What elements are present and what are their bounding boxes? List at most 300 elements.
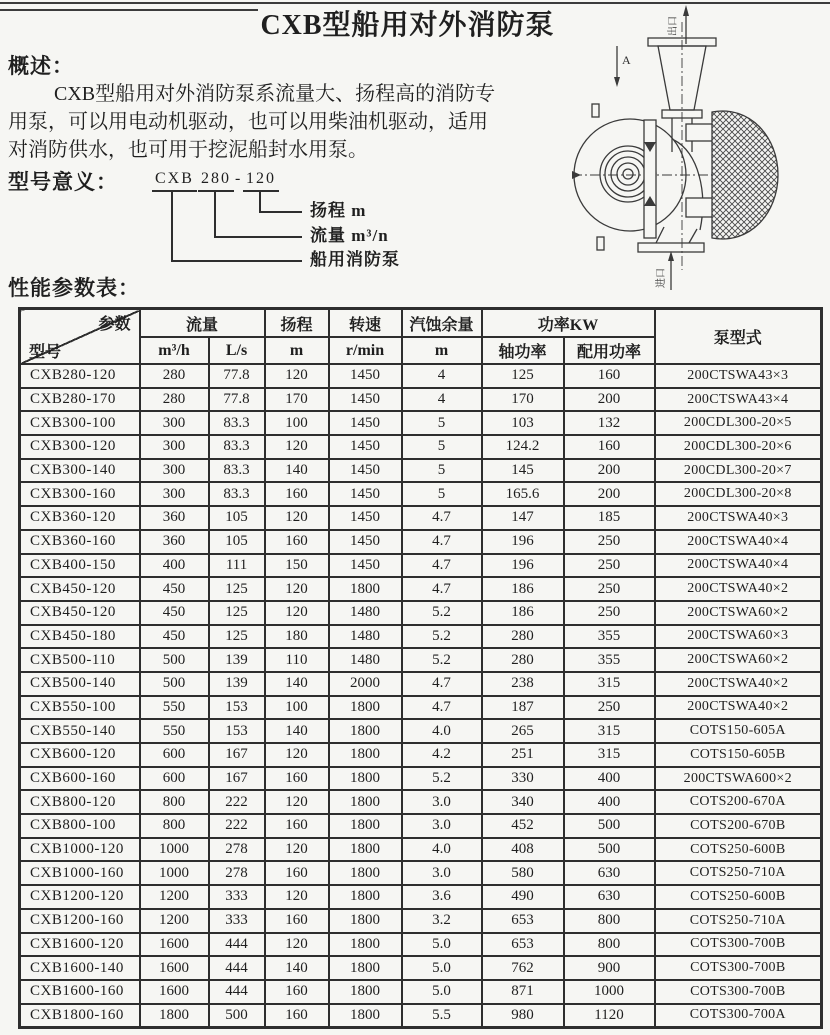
value-cell: 145 <box>482 459 564 483</box>
pump-type-cell: COTS300-700B <box>655 956 822 980</box>
value-cell: 222 <box>209 790 265 814</box>
value-cell: 5.2 <box>402 625 482 649</box>
value-cell: 139 <box>209 648 265 672</box>
model-cell: CXB450-180 <box>20 625 140 649</box>
performance-table-body <box>20 364 822 1028</box>
value-cell: 444 <box>209 956 265 980</box>
value-cell: 103 <box>482 411 564 435</box>
pump-type-cell: COTS250-710A <box>655 909 822 933</box>
value-cell: 600 <box>140 743 209 767</box>
value-cell: 1800 <box>329 885 402 909</box>
value-cell: 1800 <box>329 956 402 980</box>
table-row <box>20 885 822 909</box>
value-cell: 1800 <box>329 838 402 862</box>
model-cell: CXB300-160 <box>20 482 140 506</box>
table-row <box>20 956 822 980</box>
value-cell: 3.2 <box>402 909 482 933</box>
value-cell: 300 <box>140 435 209 459</box>
value-cell: 400 <box>140 554 209 578</box>
model-cell: CXB360-160 <box>20 530 140 554</box>
value-cell: 653 <box>482 909 564 933</box>
pump-type-column-header: 泵型式 <box>655 309 822 365</box>
value-cell: 1450 <box>329 530 402 554</box>
header-row-1 <box>20 309 822 338</box>
value-cell: 120 <box>265 364 329 388</box>
value-cell: 1800 <box>329 577 402 601</box>
value-cell: 83.3 <box>209 435 265 459</box>
value-cell: 5.0 <box>402 933 482 957</box>
value-cell: 280 <box>482 625 564 649</box>
value-cell: 196 <box>482 554 564 578</box>
pump-type-cell: 200CDL300-20×6 <box>655 435 822 459</box>
value-cell: 5.2 <box>402 601 482 625</box>
pump-drawing <box>570 0 830 300</box>
value-cell: 120 <box>265 506 329 530</box>
table-row <box>20 577 822 601</box>
model-cell: CXB400-150 <box>20 554 140 578</box>
value-cell: 140 <box>265 956 329 980</box>
value-cell: 330 <box>482 767 564 791</box>
value-cell: 1800 <box>329 696 402 720</box>
value-cell: 1480 <box>329 648 402 672</box>
overview-paragraph <box>8 80 564 164</box>
corner-header-cell <box>20 309 140 365</box>
value-cell: 1800 <box>329 719 402 743</box>
model-cell: CXB300-140 <box>20 459 140 483</box>
value-cell: 4.7 <box>402 696 482 720</box>
table-row <box>20 743 822 767</box>
value-cell: 4.7 <box>402 672 482 696</box>
model-cell: CXB1600-160 <box>20 980 140 1004</box>
value-cell: 315 <box>564 672 655 696</box>
table-row <box>20 388 822 412</box>
pump-type-cell: 200CDL300-20×7 <box>655 459 822 483</box>
value-cell: 4.0 <box>402 838 482 862</box>
value-cell: 140 <box>265 719 329 743</box>
value-cell: 1120 <box>564 1004 655 1028</box>
value-cell: 153 <box>209 719 265 743</box>
value-cell: 1000 <box>140 838 209 862</box>
table-row <box>20 601 822 625</box>
value-cell: 1000 <box>564 980 655 1004</box>
inlet-flange <box>638 243 704 252</box>
value-cell: 4.7 <box>402 530 482 554</box>
pump-type-cell: 200CDL300-20×8 <box>655 482 822 506</box>
value-cell: 1800 <box>329 814 402 838</box>
table-row <box>20 672 822 696</box>
value-cell: 5.0 <box>402 956 482 980</box>
pump-type-cell: COTS300-700B <box>655 980 822 1004</box>
model-cell: CXB450-120 <box>20 601 140 625</box>
value-cell: 160 <box>265 1004 329 1028</box>
value-cell: 400 <box>564 767 655 791</box>
value-cell: 4.2 <box>402 743 482 767</box>
flow-ls-header: L/s <box>209 337 265 364</box>
value-cell: 630 <box>564 885 655 909</box>
value-cell: 1450 <box>329 411 402 435</box>
pump-type-cell: 200CTSWA40×2 <box>655 696 822 720</box>
value-cell: 408 <box>482 838 564 862</box>
table-row <box>20 814 822 838</box>
value-cell: 450 <box>140 577 209 601</box>
model-code-series: CXB <box>152 170 197 192</box>
table-row <box>20 719 822 743</box>
model-code-head: 120 <box>243 170 279 192</box>
table-row <box>20 435 822 459</box>
overview-line: CXB型船用对外消防泵系流量大、扬程高的消防专 <box>54 83 496 105</box>
value-cell: 196 <box>482 530 564 554</box>
model-cell: CXB1600-120 <box>20 933 140 957</box>
value-cell: 360 <box>140 506 209 530</box>
value-cell: 105 <box>209 506 265 530</box>
value-cell: 250 <box>564 601 655 625</box>
value-cell: 315 <box>564 719 655 743</box>
head-unit-header: m <box>265 337 329 364</box>
value-cell: 83.3 <box>209 411 265 435</box>
value-cell: 160 <box>265 530 329 554</box>
pump-type-cell: 200CTSWA40×4 <box>655 530 822 554</box>
table-row <box>20 790 822 814</box>
value-cell: 550 <box>140 719 209 743</box>
value-cell: 340 <box>482 790 564 814</box>
value-cell: 1800 <box>329 980 402 1004</box>
npsh-unit-header: m <box>402 337 482 364</box>
table-row <box>20 909 822 933</box>
value-cell: 5 <box>402 435 482 459</box>
table-row <box>20 459 822 483</box>
value-cell: 333 <box>209 885 265 909</box>
value-cell: 360 <box>140 530 209 554</box>
value-cell: 83.3 <box>209 482 265 506</box>
value-cell: 1800 <box>329 767 402 791</box>
npsh-column-header: 汽蚀余量 <box>402 309 482 338</box>
value-cell: 3.6 <box>402 885 482 909</box>
value-cell: 278 <box>209 838 265 862</box>
value-cell: 1800 <box>140 1004 209 1028</box>
value-cell: 900 <box>564 956 655 980</box>
model-cell: CXB1800-160 <box>20 1004 140 1028</box>
flow-label: 流量 m³/n <box>310 226 389 245</box>
value-cell: 1800 <box>329 933 402 957</box>
value-cell: 120 <box>265 933 329 957</box>
value-cell: 333 <box>209 909 265 933</box>
value-cell: 300 <box>140 459 209 483</box>
table-row <box>20 861 822 885</box>
value-cell: 170 <box>265 388 329 412</box>
value-cell: 186 <box>482 577 564 601</box>
model-cell: CXB1600-140 <box>20 956 140 980</box>
value-cell: 185 <box>564 506 655 530</box>
model-cell: CXB1000-120 <box>20 838 140 862</box>
value-cell: 160 <box>564 435 655 459</box>
value-cell: 124.2 <box>482 435 564 459</box>
pump-type-cell: 200CDL300-20×5 <box>655 411 822 435</box>
value-cell: 160 <box>564 364 655 388</box>
value-cell: 500 <box>564 814 655 838</box>
value-cell: 1450 <box>329 388 402 412</box>
value-cell: 450 <box>140 625 209 649</box>
value-cell: 160 <box>265 482 329 506</box>
value-cell: 5.5 <box>402 1004 482 1028</box>
flow-m3h-header: m³/h <box>140 337 209 364</box>
model-cell: CXB800-120 <box>20 790 140 814</box>
value-cell: 5 <box>402 482 482 506</box>
value-cell: 251 <box>482 743 564 767</box>
value-cell: 800 <box>564 933 655 957</box>
value-cell: 153 <box>209 696 265 720</box>
flow-group-header: 流量 <box>140 309 265 338</box>
value-cell: 1800 <box>329 790 402 814</box>
value-cell: 140 <box>265 672 329 696</box>
value-cell: 3.0 <box>402 790 482 814</box>
performance-table-heading: 性能参数表： <box>8 276 140 300</box>
value-cell: 120 <box>265 885 329 909</box>
value-cell: 140 <box>265 459 329 483</box>
table-row <box>20 980 822 1004</box>
value-cell: 1800 <box>329 909 402 933</box>
shaft-power-header: 轴功率 <box>482 337 564 364</box>
mounting-bracket <box>644 120 656 238</box>
value-cell: 1800 <box>329 1004 402 1028</box>
value-cell: 120 <box>265 435 329 459</box>
table-row <box>20 696 822 720</box>
model-cell: CXB500-140 <box>20 672 140 696</box>
overview-heading: 概述： <box>8 54 74 78</box>
pump-type-cell: COTS300-700B <box>655 933 822 957</box>
value-cell: 500 <box>209 1004 265 1028</box>
pump-type-cell: 200CTSWA60×2 <box>655 648 822 672</box>
value-cell: 550 <box>140 696 209 720</box>
value-cell: 1450 <box>329 482 402 506</box>
value-cell: 1600 <box>140 956 209 980</box>
model-cell: CXB550-140 <box>20 719 140 743</box>
pump-type-cell: 200CTSWA60×2 <box>655 601 822 625</box>
page-title: CXB型船用对外消防泵 <box>260 10 555 41</box>
pump-type-cell: COTS250-710A <box>655 861 822 885</box>
value-cell: 120 <box>265 743 329 767</box>
value-cell: 4.7 <box>402 554 482 578</box>
table-row <box>20 933 822 957</box>
value-cell: 147 <box>482 506 564 530</box>
value-cell: 200 <box>564 482 655 506</box>
value-cell: 800 <box>140 790 209 814</box>
value-cell: 1450 <box>329 459 402 483</box>
pump-type-cell: 200CTSWA40×2 <box>655 577 822 601</box>
inlet-label: 进口 <box>656 268 667 288</box>
value-cell: 1800 <box>329 861 402 885</box>
value-cell: 187 <box>482 696 564 720</box>
model-cell: CXB280-170 <box>20 388 140 412</box>
value-cell: 871 <box>482 980 564 1004</box>
value-cell: 3.0 <box>402 814 482 838</box>
value-cell: 1480 <box>329 601 402 625</box>
value-cell: 1450 <box>329 364 402 388</box>
value-cell: 5.2 <box>402 767 482 791</box>
value-cell: 132 <box>564 411 655 435</box>
value-cell: 250 <box>564 530 655 554</box>
power-group-header: 功率KW <box>482 309 655 338</box>
value-cell: 200 <box>564 459 655 483</box>
value-cell: 980 <box>482 1004 564 1028</box>
value-cell: 444 <box>209 933 265 957</box>
pump-type-cell: 200CTSWA43×3 <box>655 364 822 388</box>
value-cell: 653 <box>482 933 564 957</box>
model-cell: CXB300-100 <box>20 411 140 435</box>
pump-type-cell: 200CTSWA60×3 <box>655 625 822 649</box>
table-row <box>20 506 822 530</box>
table-row <box>20 767 822 791</box>
value-cell: 250 <box>564 554 655 578</box>
value-cell: 1450 <box>329 435 402 459</box>
model-cell: CXB280-120 <box>20 364 140 388</box>
value-cell: 278 <box>209 861 265 885</box>
value-cell: 265 <box>482 719 564 743</box>
pump-type-cell: COTS200-670B <box>655 814 822 838</box>
value-cell: 5.0 <box>402 980 482 1004</box>
value-cell: 490 <box>482 885 564 909</box>
value-cell: 120 <box>265 838 329 862</box>
value-cell: 500 <box>140 672 209 696</box>
pump-type-cell: 200CTSWA40×2 <box>655 672 822 696</box>
value-cell: 4.7 <box>402 506 482 530</box>
value-cell: 100 <box>265 696 329 720</box>
table-row <box>20 554 822 578</box>
value-cell: 77.8 <box>209 388 265 412</box>
speed-column-header: 转速 <box>329 309 402 338</box>
table-row <box>20 838 822 862</box>
value-cell: 139 <box>209 672 265 696</box>
value-cell: 315 <box>564 743 655 767</box>
value-cell: 1000 <box>140 861 209 885</box>
value-cell: 125 <box>209 577 265 601</box>
value-cell: 580 <box>482 861 564 885</box>
value-cell: 5 <box>402 411 482 435</box>
value-cell: 300 <box>140 482 209 506</box>
value-cell: 1480 <box>329 625 402 649</box>
overview-line: 用泵，可以用电动机驱动，也可以用柴油机驱动，适用 <box>8 111 488 133</box>
value-cell: 170 <box>482 388 564 412</box>
pump-type-cell: COTS250-600B <box>655 885 822 909</box>
value-cell: 167 <box>209 767 265 791</box>
value-cell: 120 <box>265 601 329 625</box>
speed-unit-header: r/min <box>329 337 402 364</box>
motor-dome <box>712 111 778 239</box>
outlet-label: 出口 <box>668 16 679 36</box>
model-code-flow: 280 <box>198 170 234 192</box>
value-cell: 452 <box>482 814 564 838</box>
model-cell: CXB550-100 <box>20 696 140 720</box>
table-row <box>20 648 822 672</box>
value-cell: 1800 <box>329 743 402 767</box>
value-cell: 110 <box>265 648 329 672</box>
pump-type-cell: 200CTSWA40×4 <box>655 554 822 578</box>
model-code-dash: - <box>235 170 243 187</box>
value-cell: 5.2 <box>402 648 482 672</box>
value-cell: 125 <box>209 601 265 625</box>
value-cell: 160 <box>265 980 329 1004</box>
value-cell: 355 <box>564 625 655 649</box>
model-cell: CXB1200-160 <box>20 909 140 933</box>
value-cell: 630 <box>564 861 655 885</box>
value-cell: 120 <box>265 577 329 601</box>
value-cell: 5 <box>402 459 482 483</box>
pump-type-cell: 200CTSWA40×3 <box>655 506 822 530</box>
value-cell: 160 <box>265 861 329 885</box>
value-cell: 400 <box>564 790 655 814</box>
model-cell: CXB500-110 <box>20 648 140 672</box>
model-meaning-heading: 型号意义： <box>8 170 118 194</box>
value-cell: 100 <box>265 411 329 435</box>
pump-name-label: 船用消防泵 <box>310 250 400 269</box>
value-cell: 160 <box>265 767 329 791</box>
value-cell: 2000 <box>329 672 402 696</box>
value-cell: 1200 <box>140 885 209 909</box>
value-cell: 167 <box>209 743 265 767</box>
head-label: 扬程 m <box>310 201 367 220</box>
table-row <box>20 530 822 554</box>
value-cell: 500 <box>140 648 209 672</box>
value-cell: 4 <box>402 388 482 412</box>
value-cell: 800 <box>564 909 655 933</box>
table-row <box>20 482 822 506</box>
pump-type-cell: 200CTSWA600×2 <box>655 767 822 791</box>
model-cell: CXB600-120 <box>20 743 140 767</box>
table-row <box>20 625 822 649</box>
value-cell: 250 <box>564 696 655 720</box>
value-cell: 165.6 <box>482 482 564 506</box>
head-column-header: 扬程 <box>265 309 329 338</box>
value-cell: 600 <box>140 767 209 791</box>
performance-table <box>18 307 823 1029</box>
value-cell: 300 <box>140 411 209 435</box>
value-cell: 280 <box>482 648 564 672</box>
value-cell: 280 <box>140 364 209 388</box>
value-cell: 450 <box>140 601 209 625</box>
model-cell: CXB600-160 <box>20 767 140 791</box>
model-cell: CXB450-120 <box>20 577 140 601</box>
value-cell: 160 <box>265 814 329 838</box>
pump-type-cell: COTS200-670A <box>655 790 822 814</box>
value-cell: 120 <box>265 790 329 814</box>
value-cell: 3.0 <box>402 861 482 885</box>
model-cell: CXB360-120 <box>20 506 140 530</box>
value-cell: 500 <box>564 838 655 862</box>
pump-type-cell: COTS150-605A <box>655 719 822 743</box>
table-row <box>20 1004 822 1028</box>
value-cell: 186 <box>482 601 564 625</box>
model-cell: CXB1000-160 <box>20 861 140 885</box>
matched-power-header: 配用功率 <box>564 337 655 364</box>
value-cell: 762 <box>482 956 564 980</box>
pump-type-cell: COTS250-600B <box>655 838 822 862</box>
value-cell: 160 <box>265 909 329 933</box>
model-cell: CXB1200-120 <box>20 885 140 909</box>
value-cell: 800 <box>140 814 209 838</box>
value-cell: 180 <box>265 625 329 649</box>
value-cell: 250 <box>564 577 655 601</box>
value-cell: 1600 <box>140 933 209 957</box>
overview-line: 对消防供水，也可用于挖泥船封水用泵。 <box>8 139 368 161</box>
value-cell: 4.7 <box>402 577 482 601</box>
value-cell: 125 <box>209 625 265 649</box>
value-cell: 125 <box>482 364 564 388</box>
value-cell: 355 <box>564 648 655 672</box>
value-cell: 1450 <box>329 506 402 530</box>
table-row <box>20 364 822 388</box>
value-cell: 150 <box>265 554 329 578</box>
pump-type-cell: COTS150-605B <box>655 743 822 767</box>
value-cell: 77.8 <box>209 364 265 388</box>
